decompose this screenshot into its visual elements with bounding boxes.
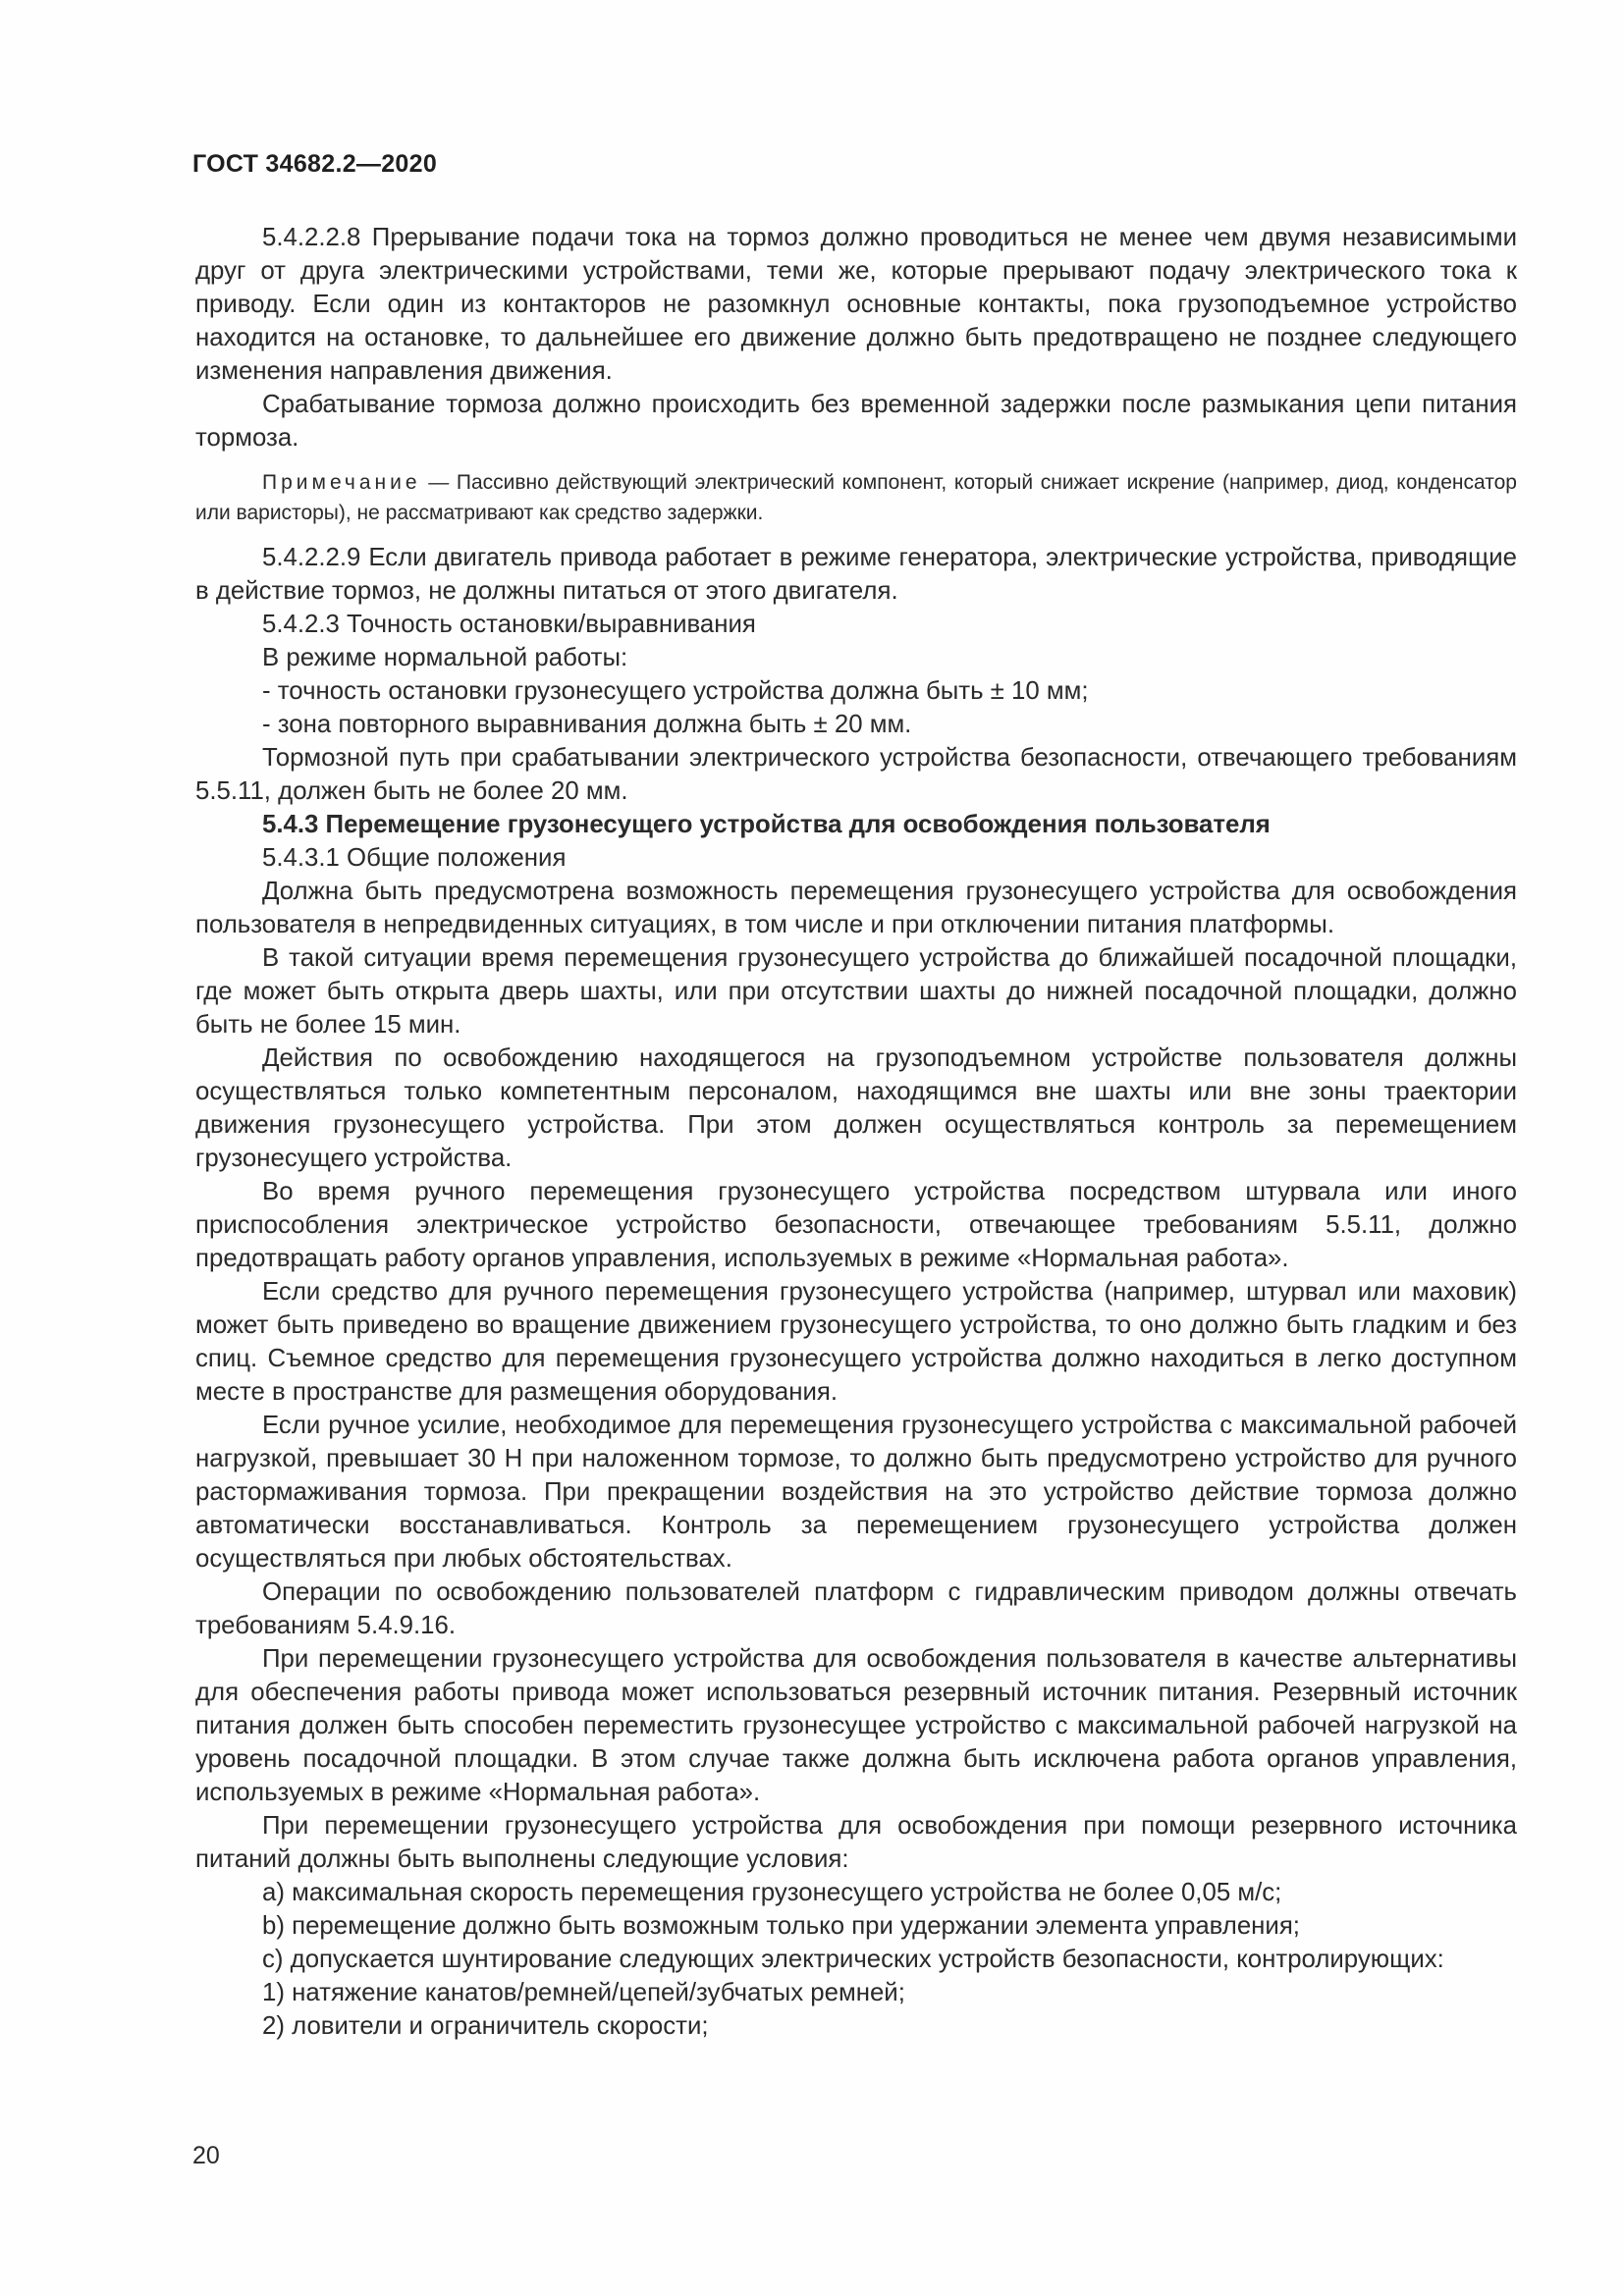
paragraph-braking-distance: Тормозной путь при срабатывании электрического устройства безопасности, отвечающего требованиям 5.5.11, должен быть не более 20 мм. [195,744,1517,805]
paragraph-hydraulic: Операции по освобождению пользователей платформ с гидравлическим приводом должны отвечать требованиям 5.4.9.16. [195,1578,1517,1639]
paragraph-backup-power: При перемещении грузонесущего устройства для освобождения пользователя в качестве альтернативы для обеспечения работы привода может использоваться резервный источник питания. Резервный источник питания должен быть способен переместить грузонесущее устройство с максимальной рабочей нагрузкой на уровень посадочной площадки. В этом случае также должна быть исключена работа органов управления, используемых в режиме «Нормальная работа». [195,1645,1517,1806]
paragraph-5-4-2-2-8: 5.4.2.2.8 Прерывание подачи тока на тормоз должно проводиться не менее чем двумя независимыми друг от друга электрическими устройствами, теми же, которые прерывают подачу электрического тока к приводу. Если один из контакторов не разомкнул основные контакты, пока грузоподъемное устройство находится на остановке, то дальнейшее его движение должно быть предотвращено не позднее следующего изменения направления движения. [195,224,1517,385]
list-item-relevel-zone: - зона повторного выравнивания должна быть ± 20 мм. [262,711,912,738]
list-item-1: 1) натяжение канатов/ремней/цепей/зубчатых ремней; [262,1979,905,2006]
paragraph-manual-force: Если ручное усилие, необходимое для перемещения грузонесущего устройства с максимальной рабочей нагрузкой, превышает 30 Н при наложенном тормозе, то должно быть предусмотрено устройство для ручного растормаживания тормоза. При прекращении воздействия на это устройство действие тормоза должно автоматически восстанавливаться. Контроль за перемещением грузонесущего устройства должен осуществляться при любых обстоятельствах. [195,1412,1517,1573]
paragraph-rescue-possibility: Должна быть предусмотрена возможность перемещения грузонесущего устройства для освобождения пользователя в непредвиденных ситуациях, в том числе и при отключении питания платформы. [195,878,1517,938]
document-code-header: ГОСТ 34682.2—2020 [192,150,438,178]
note-text: — Пассивно действующий электрический компонент, который снижает искрение (например, диод, конденсатор или варисторы), не рассматривают как средство задержки. [195,471,1517,524]
section-heading-5-4-3: 5.4.3 Перемещение грузонесущего устройства для освобождения пользователя [262,811,1271,838]
paragraph-rescue-personnel: Действия по освобождению находящегося на грузоподъемном устройстве пользователя должны осуществляться только компетентным персоналом, находящимся вне шахты или вне зоны траектории движения грузонесущего устройства. При этом должен осуществляться контроль за перемещением грузонесущего устройства. [195,1044,1517,1172]
note-label: Примечание [262,471,421,494]
paragraph-5-4-2-2-9: 5.4.2.2.9 Если двигатель привода работает в режиме генератора, электрические устройства, приводящие в действие тормоз, не должны питаться от этого двигателя. [195,544,1517,605]
paragraph-rescue-time: В такой ситуации время перемещения грузонесущего устройства до ближайшей посадочной площадки, где может быть открыта дверь шахты, или при отсутствии шахты до нижней посадочной площадки, должно быть не более 15 мин. [195,944,1517,1039]
list-item-stop-accuracy: - точность остановки грузонесущего устройства должна быть ± 10 мм; [262,677,1089,705]
paragraph-5-4-3-1: 5.4.3.1 Общие положения [262,844,567,872]
paragraph-5-4-2-3: 5.4.2.3 Точность остановки/выравнивания [262,611,756,638]
paragraph-manual-movement: Во время ручного перемещения грузонесущего устройства посредством штурвала или иного приспособления электрическое устройство безопасности, отвечающее требованиям 5.5.11, должно предотвращать работу органов управления, используемых в режиме «Нормальная работа». [195,1178,1517,1272]
page-number: 20 [192,2142,220,2169]
list-item-2: 2) ловители и ограничитель скорости; [262,2012,709,2040]
note [195,467,1517,528]
document-body [195,221,1517,2043]
paragraph-backup-conditions: При перемещении грузонесущего устройства для освобождения при помощи резервного источника питаний должны быть выполнены следующие условия: [195,1812,1517,1873]
list-item-b: b) перемещение должно быть возможным только при удержании элемента управления; [262,1912,1300,1940]
paragraph-normal-mode: В режиме нормальной работы: [262,644,628,671]
list-item-c: c) допускается шунтирование следующих электрических устройств безопасности, контролирующих: [262,1946,1444,1973]
list-item-a: a) максимальная скорость перемещения грузонесущего устройства не более 0,05 м/с; [262,1879,1282,1906]
paragraph-handwheel: Если средство для ручного перемещения грузонесущего устройства (например, штурвал или маховик) может быть приведено во вращение движением грузонесущего устройства, то оно должно быть гладким и без спиц. Съемное средство для перемещения грузонесущего устройства должно находиться в легко доступном месте в пространстве для размещения оборудования. [195,1278,1517,1406]
paragraph-brake-actuation: Срабатывание тормоза должно происходить без временной задержки после размыкания цепи питания тормоза. [195,391,1517,452]
